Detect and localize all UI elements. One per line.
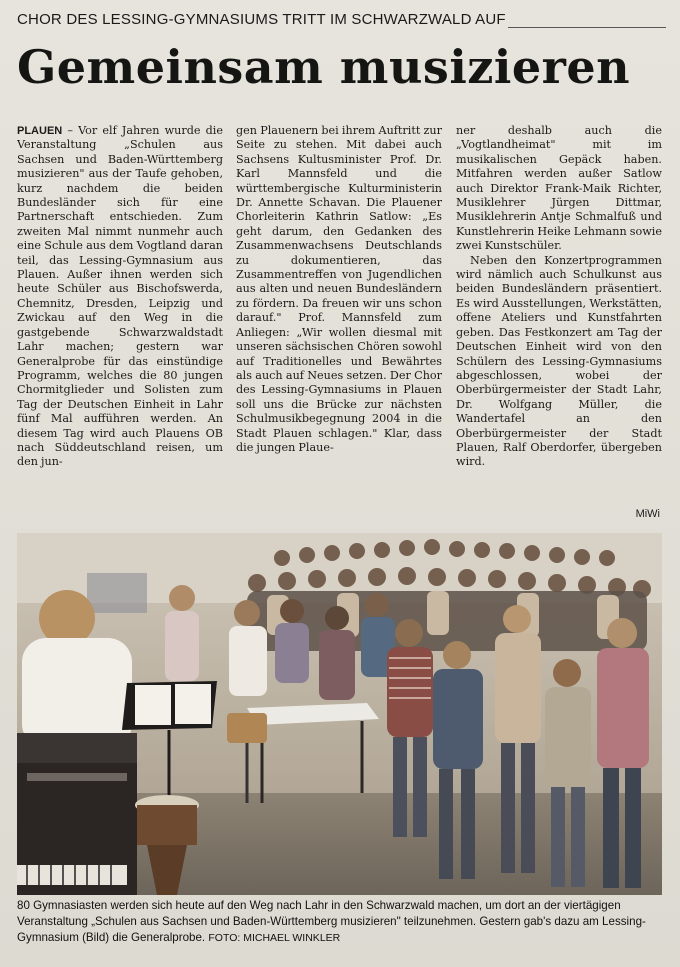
column-2-paragraph: gen Plauenern bei ihrem Auftritt zur Seite zu stehen. Mit dabei auch Sachsens Kultusminister Prof. Dr. Karl Mannsfeld und die württembergische Kulturministerin Dr. Annette Schavan. Die Plauener Chorleiterin Kathrin Satlow: „Es geht darum, den Gedanken des Zusammenwachsens Deutschlands zu dokumentieren, das Zusammentreffen von Jugendlichen aus alten und neuen Bundesländern zu fördern. Da freuen wir uns schon darauf." Prof. Mannsfeld zum Anliegen: „Wir wollen diesmal mit unseren sächsischen Chören sowohl auf Traditionelles und Bewährtes als auch auf Neues setzen. Der Chor des Lessing-Gymnasiums in Plauen soll uns die Brücke zur nächsten Schulmusikbegegnung 2004 in die Stadt Plauen schlagen." Klar, dass die jungen Plaue- [236,124,442,454]
choir-rehearsal-photo [17,533,662,895]
article-dateline: PLAUEN [17,125,63,137]
article-author: MiWi [635,508,660,520]
column-3-paragraph-2: Neben den Konzertprogrammen wird nämlich auch Schulkunst aus beiden Bundesländern präsentiert. Es wird Ausstellungen, Werkstätten, offene Ateliers und Kunstfahrten geben. Das Festkonzert am Tag der Deutschen Einheit wird von den Schülern des Lessing-Gymnasiums abgeschlossen, wobei der Oberbürgermeister der Stadt Lahr, Dr. Wolfgang Müller, die Wandertafel an den Oberbürgermeister der Stadt Plauen, Ralf Oberdorfer, übergeben wird. [456,253,662,469]
photo-caption [17,898,667,946]
caption-text: 80 Gymnasiasten werden sich heute auf den Weg nach Lahr in den Schwarzwald machen, um dort an der viertägigen Veranstaltung „Schulen aus Sachsen und Baden-Württemberg musizieren" teilzunehmen. Gestern gab's dazu am Lessing-Gymnasium (Bild) die Generalprobe. [17,899,646,944]
kicker-rule [508,27,666,28]
article-column-1 [17,124,223,524]
article-headline: Gemeinsam musizieren [17,40,631,94]
article-column-3 [456,124,662,524]
article-kicker: CHOR DES LESSING-GYMNASIUMS TRITT IM SCHWARZWALD AUF [17,11,506,28]
column-1-text: – Vor elf Jahren wurde die Veranstaltung „Schulen aus Sachsen und Baden-Württemberg musizieren" aus der Taufe gehoben, kurz nachdem die beiden Bundesländer sich für eine Partnerschaft entschieden. Zum zweiten Mal nimmt nunmehr auch eine Schule aus dem Vogtland daran teil, das Lessing-Gymnasium aus Plauen. Außer ihnen werden sich heute Schüler aus Bischofswerda, Chemnitz, Dresden, Leipzig und Zwickau auf den Weg in die gastgebende Schwarzwaldstadt Lahr machen; gestern war Generalprobe für das einstündige Programm, welches die 80 jungen Chormitglieder und Solisten zum Tag der Deutschen Einheit in Lahr fünf Mal aufführen werden. An diesem Tag wird auch Plauens OB nach Süddeutschland reisen, um den jun- [17,124,223,469]
photo-credit: FOTO: MICHAEL WINKLER [208,932,341,944]
column-3-paragraph-1: ner deshalb auch die „Vogtlandheimat" mit im musikalischen Gepäck haben. Mitfahren werden außer Satlow auch Direktor Frank-Maik Richter, Musiklehrer Jürgen Dittmar, Musiklehrerin Antje Schmalfuß und Kunstlehrerin Heike Lehmann sowie zwei Kunstschüler. [456,124,662,253]
column-1-paragraph [17,124,223,470]
article-column-2 [236,124,442,524]
